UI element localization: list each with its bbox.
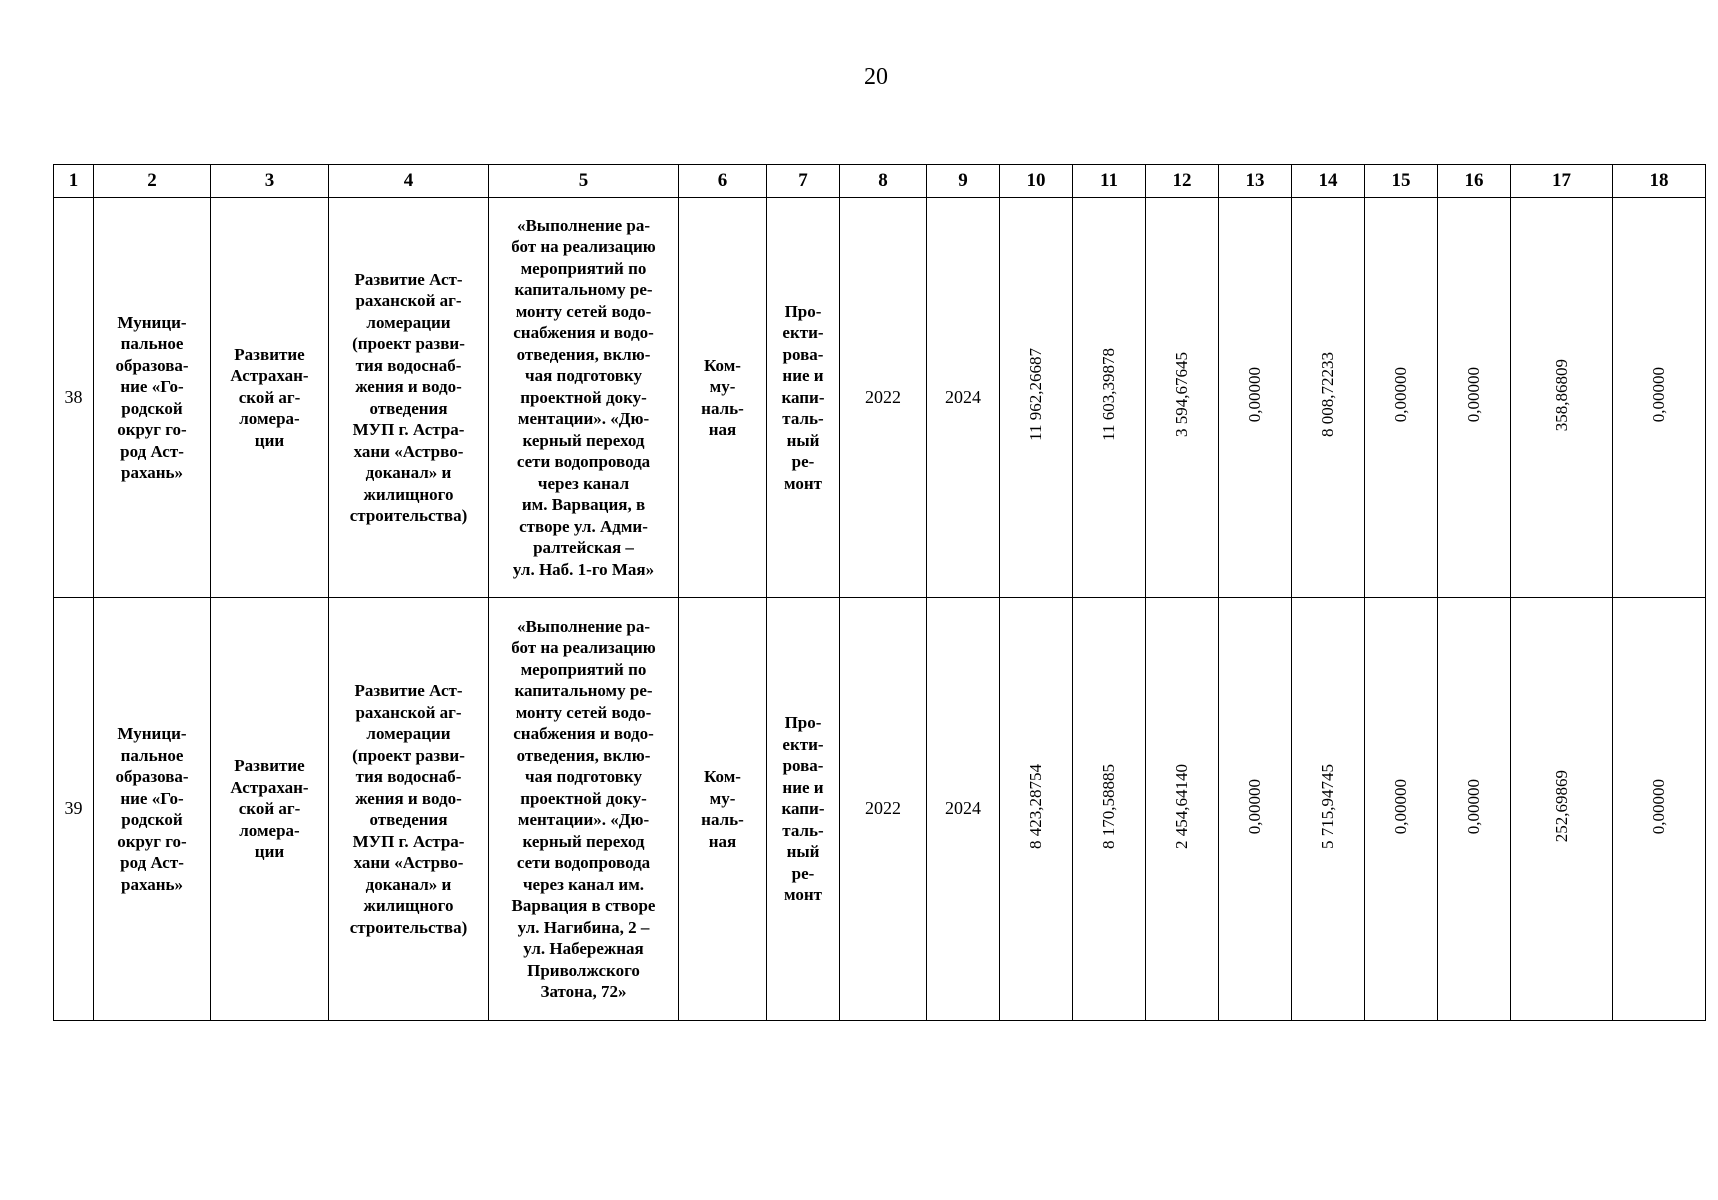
data-table (53, 164, 1706, 1021)
value-cell (1073, 598, 1146, 1021)
column-header: 7 (767, 165, 840, 198)
start-year-cell: 2022 (840, 198, 927, 598)
sphere-cell: Ком- му- наль- ная (679, 198, 767, 598)
column-header: 18 (1613, 165, 1706, 198)
value-text: 0,00000 (1649, 367, 1669, 423)
value-cell (1292, 598, 1365, 1021)
value-cell (1219, 198, 1292, 598)
column-header: 17 (1511, 165, 1613, 198)
table-row (54, 198, 1706, 598)
value-text: 0,00000 (1245, 778, 1265, 834)
value-cell (1219, 598, 1292, 1021)
column-header: 2 (94, 165, 211, 198)
object-description-cell: «Выполнение ра- бот на реализацию мероприятий по капитальному ре- монту сетей водо- снабжения и водо- отведения, вклю- чая подготовку проектной доку- ментации». «Дю- керный переход сети водопровода через канал им. Варвация в створе ул. Нагибина, 2 – ул. Набережная Приволжского Затона, 72» (489, 598, 679, 1021)
column-header: 1 (54, 165, 94, 198)
value-cell (1073, 198, 1146, 598)
sphere-cell: Ком- му- наль- ная (679, 598, 767, 1021)
column-header: 13 (1219, 165, 1292, 198)
column-header: 8 (840, 165, 927, 198)
end-year-cell: 2024 (927, 198, 1000, 598)
column-header: 5 (489, 165, 679, 198)
work-type-cell: Про- екти- рова- ние и капи- таль- ный ре- монт (767, 198, 840, 598)
value-cell (1000, 198, 1073, 598)
column-header: 9 (927, 165, 1000, 198)
page-number: 20 (864, 64, 888, 90)
value-text: 0,00000 (1391, 778, 1411, 834)
value-cell (1438, 598, 1511, 1021)
start-year-cell: 2022 (840, 598, 927, 1021)
value-text: 8 170,58885 (1099, 763, 1119, 849)
value-cell (1365, 198, 1438, 598)
value-text: 0,00000 (1649, 778, 1669, 834)
end-year-cell: 2024 (927, 598, 1000, 1021)
column-header: 12 (1146, 165, 1219, 198)
value-cell (1613, 198, 1706, 598)
project-cell: Развитие Аст- раханской аг- ломерации (проект разви- тия водоснаб- жения и водо- отведения МУП г. Астра- хани «Астрво- доканал» и жилищного строительства) (329, 198, 489, 598)
column-header: 4 (329, 165, 489, 198)
header-row (54, 165, 1706, 198)
value-text: 8 423,28754 (1026, 763, 1046, 849)
value-text: 0,00000 (1464, 367, 1484, 423)
program-cell: Развитие Астрахан- ской аг- ломера- ции (211, 598, 329, 1021)
value-text: 0,00000 (1391, 367, 1411, 423)
value-text: 0,00000 (1464, 778, 1484, 834)
value-cell (1511, 198, 1613, 598)
column-header: 6 (679, 165, 767, 198)
value-text: 11 603,39878 (1099, 348, 1119, 442)
municipality-cell: Муници- пальное образова- ние «Го- родской округ го- род Аст- рахань» (94, 598, 211, 1021)
value-cell (1146, 598, 1219, 1021)
value-text: 11 962,26687 (1026, 348, 1046, 442)
value-cell (1511, 598, 1613, 1021)
value-cell (1613, 598, 1706, 1021)
value-text: 3 594,67645 (1172, 352, 1192, 438)
column-header: 16 (1438, 165, 1511, 198)
value-text: 358,86809 (1551, 358, 1571, 431)
work-type-cell: Про- екти- рова- ние и капи- таль- ный ре- монт (767, 598, 840, 1021)
value-text: 2 454,64140 (1172, 763, 1192, 849)
value-text: 5 715,94745 (1318, 763, 1338, 849)
column-header: 15 (1365, 165, 1438, 198)
program-cell: Развитие Астрахан- ской аг- ломера- ции (211, 198, 329, 598)
row-number: 39 (54, 598, 94, 1021)
row-number: 38 (54, 198, 94, 598)
value-cell (1365, 598, 1438, 1021)
table-row (54, 598, 1706, 1021)
value-text: 252,69869 (1551, 770, 1571, 843)
municipality-cell: Муници- пальное образова- ние «Го- родской округ го- род Аст- рахань» (94, 198, 211, 598)
value-text: 0,00000 (1245, 367, 1265, 423)
column-header: 10 (1000, 165, 1073, 198)
value-cell (1000, 598, 1073, 1021)
column-header: 14 (1292, 165, 1365, 198)
project-cell: Развитие Аст- раханской аг- ломерации (проект разви- тия водоснаб- жения и водо- отведения МУП г. Астра- хани «Астрво- доканал» и жилищного строительства) (329, 598, 489, 1021)
value-cell (1292, 198, 1365, 598)
object-description-cell: «Выполнение ра- бот на реализацию мероприятий по капитальному ре- монту сетей водо- снабжения и водо- отведения, вклю- чая подготовку проектной доку- ментации». «Дю- керный переход сети водопровода через канал им. Варвация, в створе ул. Адми- ралтейская – ул. Наб. 1-го Мая» (489, 198, 679, 598)
column-header: 11 (1073, 165, 1146, 198)
value-cell (1146, 198, 1219, 598)
value-text: 8 008,72233 (1318, 352, 1338, 438)
column-header: 3 (211, 165, 329, 198)
value-cell (1438, 198, 1511, 598)
